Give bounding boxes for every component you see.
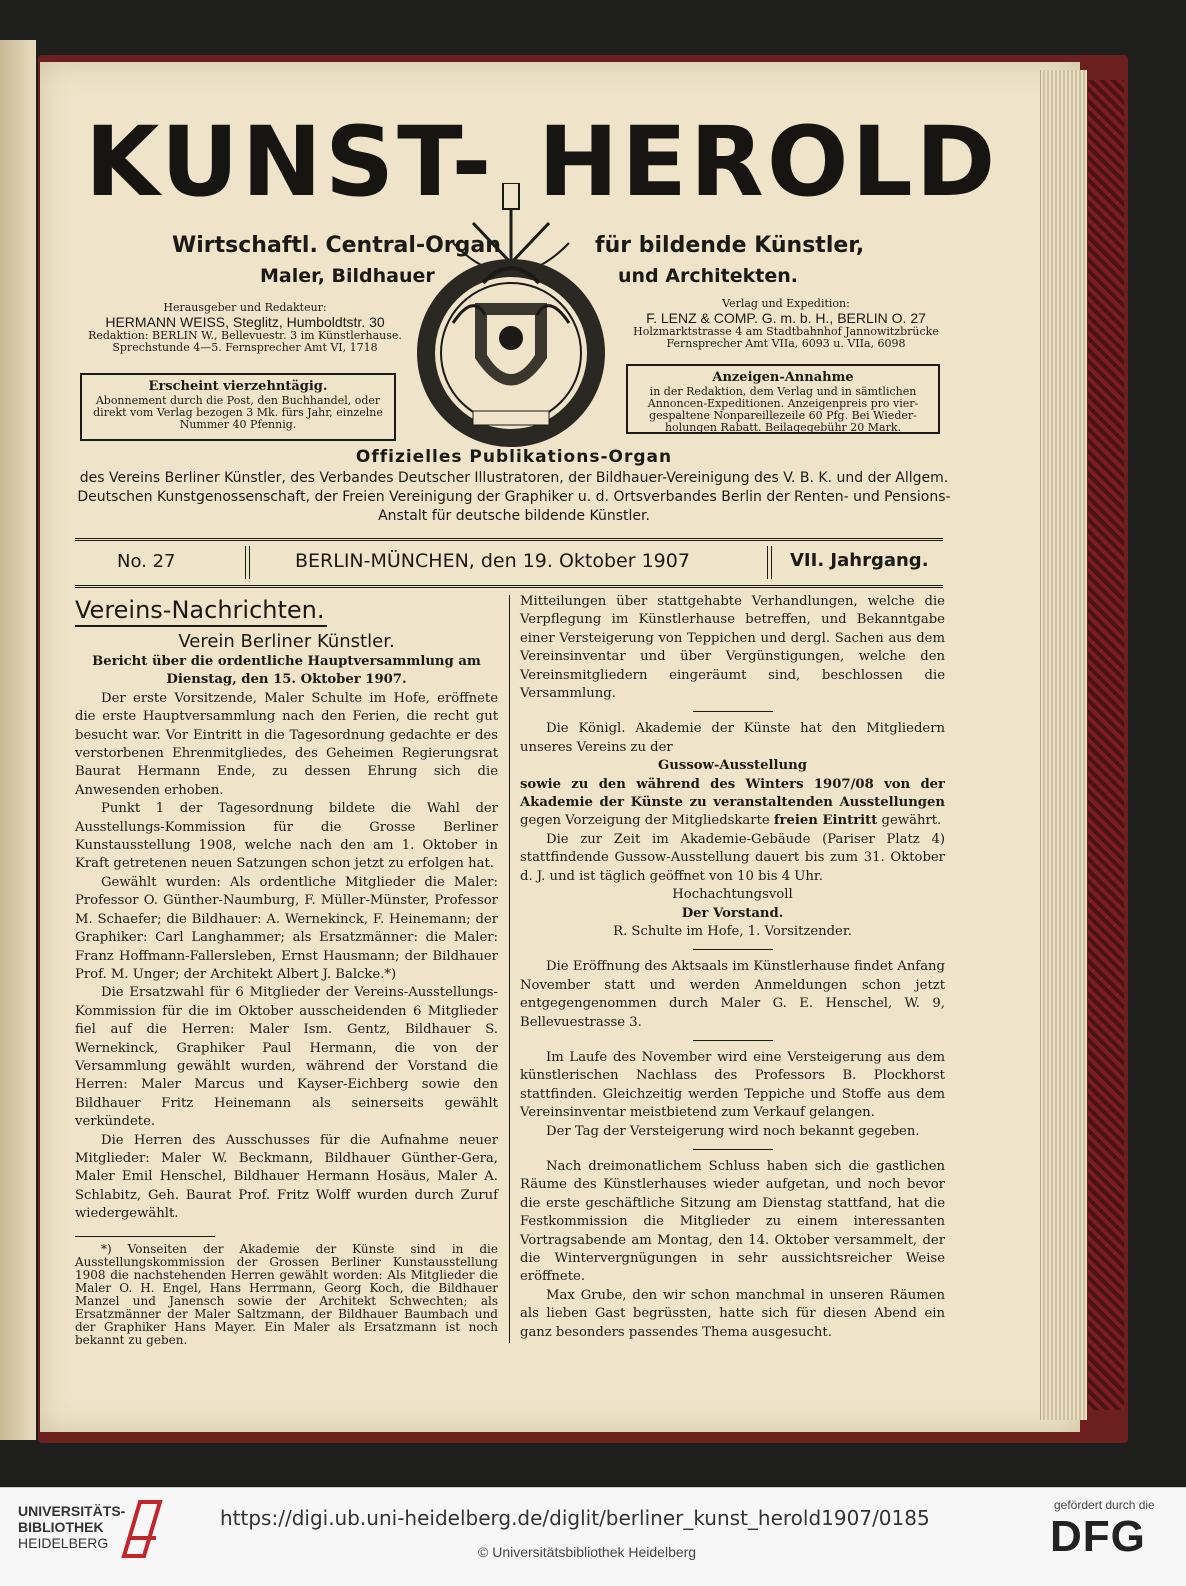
board: Der Vorstand. (681, 905, 784, 921)
library-name-line: HEIDELBERG (18, 1535, 109, 1551)
closing: Hochachtungsvoll (672, 887, 793, 903)
editor-info (75, 302, 415, 354)
subsection-heading: Verein Berliner Künstler. (178, 631, 395, 652)
seal-emblem-icon (413, 183, 609, 453)
library-name-line: UNIVERSITÄTS- (18, 1503, 126, 1519)
subtitle-left-1: Wirtschaftl. Central-Organ (172, 233, 501, 258)
right-column (520, 593, 945, 1342)
separator (693, 1040, 773, 1041)
column-divider (509, 595, 510, 1343)
editor-address: Redaktion: BERLIN W., Bellevuestr. 3 im Künstlerhause. (88, 329, 402, 342)
text: gegen Vorzeigung der Mitgliedskarte (520, 813, 774, 829)
issue-year: VII. Jahrgang. (790, 550, 929, 571)
paragraph: Die Ersatzwahl für 6 Mitglieder der Vereins-Ausstellungs-Kommission für die im Oktober ausscheidenden 6 Mitglieder fiel auf die Herren: Maler Ism. Gentz, Bildhauer S. Wernekinck, Graphiker Paul Hermann, die von der Versammlung gewählt wurden, während der Vorstand die Herren: Maler Marcus und Kayser-Eichberg sowie den Bildhauer Fritz Heinemann als seinerseits gewählt verkündete. (75, 985, 498, 1130)
paragraph: Die Königl. Akademie der Künste hat den Mitgliedern unseres Vereins zu der (520, 721, 945, 755)
dateline-divider (767, 546, 772, 579)
dfg-logo[interactable]: DFG (1050, 1512, 1146, 1561)
masthead-title-left: KUNST- (85, 106, 495, 218)
subscription-body: Abonnement durch die Post, den Buchhandel, oder direkt vom Verlag bezogen 3 Mk. fürs Jahr, einzelne Nummer 40 Pfennig. (93, 394, 383, 431)
editor-hours: Sprechstunde 4—5. Fernsprecher Amt VI, 1718 (112, 341, 378, 354)
advertising-head: Anzeigen-Annahme (712, 370, 854, 385)
official-organ (75, 447, 953, 526)
footnote: *) Vonseiten der Akademie der Künste sind in die Ausstellungskommission der Grossen Berliner Kunstausstellung 1908 die nachstehenden Herren gewählt worden: Als Mitglieder die Maler O. H. Engel, Hans Herrmann, Georg Koch, die Bildhauer Manzel und Janensch sowie der Architekt Schwechten; als Ersatzmänner der Maler Saltzmann, der Bildhauer Baumbach und der Graphiker Hans Mayer. Ein Maler als Ersatzmann ist noch bekannt zu geben. (75, 1241, 498, 1347)
funding-note: gefördert durch die (1054, 1498, 1155, 1512)
page-stack-edge (1040, 70, 1087, 1420)
separator (693, 949, 773, 950)
issue-number: No. 27 (117, 551, 176, 572)
publisher-phone: Fernsprecher Amt VIIa, 6093 u. VIIa, 6098 (666, 337, 906, 350)
editor-label: Herausgeber und Redakteur: (163, 301, 327, 314)
masthead-title-right: HEROLD (538, 106, 999, 218)
publisher-label: Verlag und Expedition: (722, 297, 850, 310)
paragraph: Der erste Vorsitzende, Maler Schulte im Hofe, eröffnete die erste Hauptversammlung nach den Ferien, die recht gut besucht war. Vor Eintritt in die Tagesordnung gedachte er des verstorbenen Ehrenmitgliedes, des Geheimen Regierungsrat Baurat Hermann Ende, zu dessen Ehrung sich die Anwesenden erhoben. (75, 690, 498, 798)
paragraph: Die Herren des Ausschusses für die Aufnahme neuer Mitglieder: Maler W. Beckmann, Bildhauer Günther-Gera, Maler Emil Henschel, Bildhauer Hermann Hosäus, Maler A. Schlabitz, Geh. Baurat Prof. Fritz Wolff wurden durch Zuruf wiedergewählt. (75, 1132, 498, 1222)
bold-text: sowie zu den während des Winters 1907/08 von der Akademie der Künste zu veranstaltenden Ausstellungen (520, 776, 945, 811)
paragraph: Im Laufe des November wird eine Versteigerung aus dem künstlerischen Nachlass des Professors B. Plockhorst stattfinden. Gleichzeitig werden Teppiche und Stoffe aus dem Vereinsinventar meistbietend zum Verkauf gelangen. (520, 1049, 945, 1121)
subscription-box (80, 373, 396, 441)
paragraph: Nach dreimonatlichem Schluss haben sich die gastlichen Räume des Künstlerhauses wieder aufgetan, und noch bevor die erste geschäftliche Sitzung am Dienstag stattfand, hat die Festkommission die Mitglieder zu einem interessanten Vortragsabende am Montag, den 14. Oktober versammelt, der die Wintervergnügungen in sehr aussichtsreicher Weise eröffnete. (520, 1158, 945, 1285)
section-heading: Vereins-Nachrichten. (75, 595, 327, 627)
editor-name: HERMANN WEISS, Steglitz, Humboldtstr. 30 (105, 314, 385, 330)
library-name-line: BIBLIOTHEK (18, 1519, 104, 1535)
permalink-url[interactable]: https://digi.ub.uni-heidelberg.de/diglit/berliner_kunst_herold1907/0185 (220, 1506, 930, 1530)
dateline (75, 538, 943, 588)
publisher-name: F. LENZ & COMP. G. m. b. H., BERLIN O. 27 (646, 310, 926, 326)
official-title: Offizielles Publikations-Organ (355, 447, 673, 467)
official-description: des Vereins Berliner Künstler, des Verbandes Deutscher Illustratoren, der Bildhauer-Vereinigung des V. B. K. und der Allgem. Deutschen Kunstgenossenschaft, der Freien Vereinigung der Graphiker u. d. Ortsverbandes Berlin der Renten- und Pensions-Anstalt für deutsche bildende Künstler. (77, 470, 951, 524)
marbled-cover (1088, 80, 1124, 1410)
publisher-address: Holzmarktstrasse 4 am Stadtbahnhof Jannowitzbrücke (633, 325, 939, 338)
paragraph (520, 776, 945, 831)
copyright-notice: © Universitätsbibliothek Heidelberg (478, 1544, 697, 1560)
publisher-info (621, 298, 951, 350)
subtitle-right-2: und Architekten. (618, 265, 798, 287)
subtitle-right-1: für bildende Künstler, (595, 233, 865, 258)
viewer-footer (0, 1487, 1186, 1586)
library-logo-icon[interactable] (120, 1498, 164, 1560)
separator (693, 711, 773, 712)
left-column (75, 595, 498, 1347)
dateline-divider (245, 546, 250, 579)
separator (693, 1149, 773, 1150)
library-name[interactable] (18, 1503, 125, 1551)
advertising-body: in der Redaktion, dem Verlag und in sämtlichen Annoncen-Expeditionen. Anzeigenpreis pro vier-gespaltene Nonpareillezeile 60 Pfg. Bei Wieder-holungen Rabatt. Beilagegebühr 20 Mark. (647, 385, 919, 434)
paragraph: Die zur Zeit im Akademie-Gebäude (Pariser Platz 4) stattfindende Gussow-Ausstellung dauert bis zum 31. Oktober d. J. und ist täglich geöffnet von 10 bis 4 Uhr. (520, 831, 945, 884)
paragraph: Mitteilungen über stattgehabte Verhandlungen, welche die Verpflegung im Künstlerhause betreffen, und Bekanntgabe einer Versteigerung von Teppichen und dergl. Sachen aus dem Vereinsinventar und über Vergünstigungen, welche den Vereinsmitgliedern eingeräumt sind, beschlossen die Versammlung. (520, 594, 945, 702)
previous-page-edge (0, 40, 36, 1440)
signature: R. Schulte im Hofe, 1. Vorsitzender. (613, 923, 852, 939)
paragraph: Punkt 1 der Tagesordnung bildete die Wahl der Ausstellungs-Kommission für die Grosse Berliner Kunstausstellung 1908, welche nach den am 1. Oktober in Kraft getretenen neuen Satzungen schon jetzt zu erfolgen hat. (75, 801, 498, 872)
bold-text: freien Eintritt (773, 813, 878, 829)
exhibition-name: Gussow-Ausstellung (658, 758, 807, 774)
subscription-head: Erscheint vierzehntägig. (148, 379, 328, 394)
paragraph: Max Grube, den wir schon manchmal in unseren Räumen als lieben Gast begrüssten, hatte sich für diesen Abend ein ganz besonders passendes Thema ausgesucht. (520, 1287, 945, 1340)
paragraph: Gewählt wurden: Als ordentliche Mitglieder die Maler: Professor O. Günther-Naumburg, F. Müller-Münster, Professor M. Schaefer; die Bildhauer: A. Wernekinck, F. Heinemann; der Graphiker: Carl Langhammer; als Ersatzmänner: die Maler: Franz Hoffmann-Fallersleben, Ernst Hausmann; der Bildhauer Prof. M. Unger; der Architekt Albert J. Balcke.*) (75, 874, 498, 982)
report-title: Bericht über die ordentliche Hauptversammlung am Dienstag, den 15. Oktober 1907. (92, 654, 481, 688)
text: gewährt. (877, 813, 942, 829)
paragraph: Die Eröffnung des Aktsaals im Künstlerhause findet Anfang November statt und werden Anmeldungen schon jetzt entgegengenommen durch Maler G. E. Henschel, W. 9, Bellevuestrasse 3. (520, 959, 945, 1030)
paragraph: Der Tag der Versteigerung wird noch bekannt gegeben. (546, 1123, 920, 1139)
issue-place-date: BERLIN-MÜNCHEN, den 19. Oktober 1907 (295, 550, 690, 572)
advertising-box (626, 364, 940, 434)
subtitle-left-2: Maler, Bildhauer (260, 265, 435, 287)
